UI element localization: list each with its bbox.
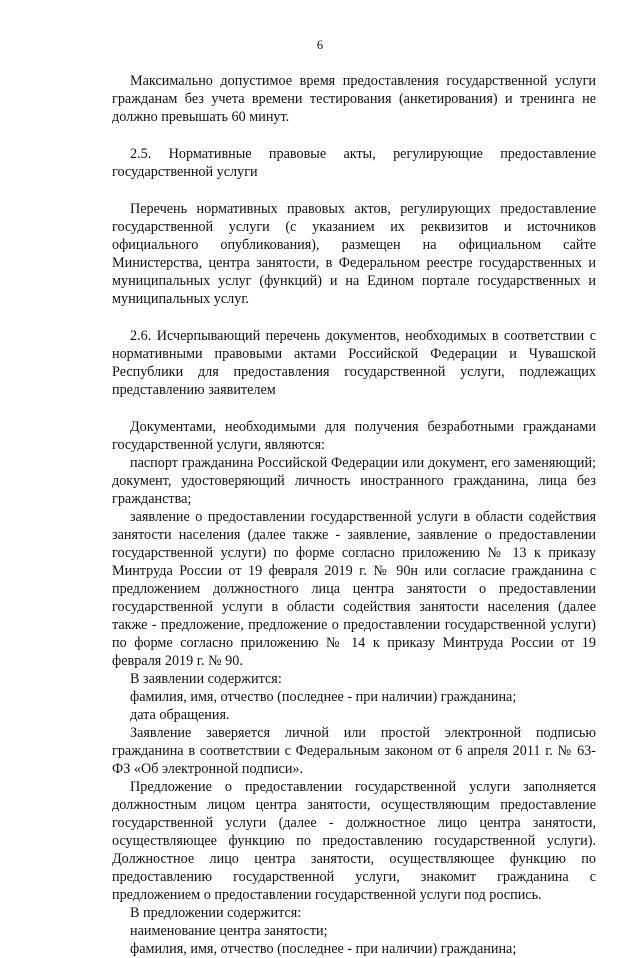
paragraph-application: заявление о предоставлении государственной услуги в области содействия занятости населения (далее также - заявление, заявление о предоставлении государственной услуги) по форме согласно приложению № 13 к приказу Минтруда России от 19 февраля 2019 г. № 90н или согласие гражданина с предложением должностного лица центра занятости о предоставлении государственной услуги в области содействия занятости населения (далее также - предложение, предложение о предоставлении государственной услуги) по форме согласно приложению № 14 к приказу Минтруда России от 19 февраля 2019 г. № 90. <box>112 509 596 669</box>
paragraph-max-time: Максимально допустимое время предоставления государственной услуги гражданам без учета времени тестирования (анкетирования) и тренинга не должно превышать 60 минут. <box>112 73 596 125</box>
page-content <box>112 72 596 958</box>
paragraph-legal-acts-list: Перечень нормативных правовых актов, регулирующих предоставление государственной услуги (с указанием их реквизитов и источников официального опубликования), размещен на официальном сайте Министерства, центра занятости, в Федеральном реестре государственных и муниципальных услуг (функций) и на Едином портале государственных и муниципальных услуг. <box>112 201 596 307</box>
section-heading-2-6: 2.6. Исчерпывающий перечень документов, необходимых в соответствии с нормативными правовыми актами Российской Федерации и Чувашской Республики для предоставления государственной услуги, подлежащих представлению заявителем <box>112 328 596 398</box>
section-heading-2-5: 2.5. Нормативные правовые акты, регулирующие предоставление государственной услуги <box>112 146 596 180</box>
paragraph-proposal-contains: В предложении содержится: <box>130 905 302 921</box>
paragraph-date: дата обращения. <box>130 707 230 723</box>
page-number: 6 <box>316 38 324 52</box>
paragraph-application-contains: В заявлении содержится: <box>130 671 282 687</box>
paragraph-passport: паспорт гражданина Российской Федерации или документ, его заменяющий; документ, удостоверяющий личность иностранного гражданина, лица без гражданства; <box>112 455 596 507</box>
paragraph-required-documents: Документами, необходимыми для получения безработными гражданами государственной услуги, являются: <box>112 419 596 453</box>
paragraph-full-name: фамилия, имя, отчество (последнее - при наличии) гражданина; <box>130 689 517 705</box>
paragraph-signature: Заявление заверяется личной или простой электронной подписью гражданина в соответствии с Федеральным законом от 6 апреля 2011 г. № 63-ФЗ «Об электронной подписи». <box>112 725 596 777</box>
paragraph-citizen-name: фамилия, имя, отчество (последнее - при наличии) гражданина; <box>130 941 517 957</box>
paragraph-center-name: наименование центра занятости; <box>130 923 328 939</box>
paragraph-proposal: Предложение о предоставлении государственной услуги заполняется должностным лицом центра занятости, осуществляющим предоставление государственной услуги (далее - должностное лицо центра занятости, осуществляющее функцию по предоставлению государственной услуги). Должностное лицо центра занятости, осуществляющее функцию по предоставлению государственной услуги, знакомит гражданина с предложением о предоставлении государственной услуги под роспись. <box>112 779 596 903</box>
